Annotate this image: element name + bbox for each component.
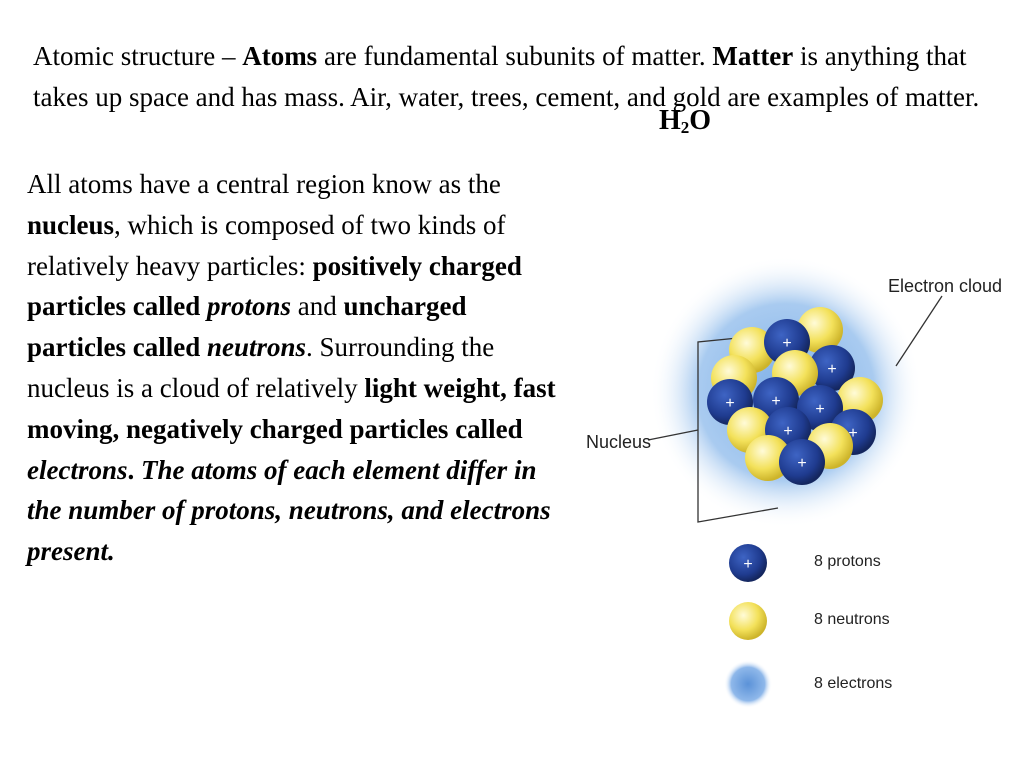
intro-atoms-term: Atoms — [242, 41, 318, 71]
uncharged-particles-text: uncharged particles called — [27, 291, 467, 363]
electron-cloud-label: Electron cloud — [888, 276, 1003, 296]
period-text: . — [127, 454, 135, 485]
description-text-2: , which is composed of two kinds of relatively heavy particles: — [27, 209, 506, 281]
proton-plus-sign: + — [771, 393, 781, 410]
atom-diagram-svg — [570, 250, 1020, 730]
nucleus-label: Nucleus — [586, 432, 652, 452]
description-paragraph — [27, 164, 572, 572]
positive-particles-text: positively charged particles called — [27, 250, 522, 322]
svg-text:+: + — [743, 556, 753, 573]
proton-plus-sign: + — [783, 423, 793, 440]
proton-plus-sign: + — [782, 335, 792, 352]
proton-plus-sign: + — [848, 425, 858, 442]
proton-plus-sign: + — [827, 361, 837, 378]
legend-neutrons-label: 8 neutrons — [814, 611, 890, 628]
protons-term: protons — [206, 291, 292, 322]
description-text-1: All atoms have a central region know as the — [27, 169, 501, 199]
legend-proton-icon — [729, 544, 767, 582]
intro-matter-term: Matter — [712, 41, 794, 71]
light-particles-text: light weight, fast moving, negatively charged particles called — [27, 372, 556, 444]
legend-electrons-label: 8 electrons — [814, 675, 893, 692]
legend-electron-icon — [724, 660, 772, 708]
intro-text-1: Atomic structure – — [33, 41, 243, 71]
proton-plus-sign: + — [725, 395, 735, 412]
element-difference-text: The atoms of each element differ in the number of protons, neutrons, and electrons present. — [27, 454, 551, 567]
formula-subscript: 2 — [680, 118, 690, 137]
description-text-3: . Surrounding the nucleus is a cloud of relatively — [27, 332, 495, 403]
legend-neutron-icon — [729, 602, 767, 640]
atom-description — [27, 164, 572, 572]
formula-h: H — [659, 105, 681, 136]
atom-diagram — [570, 250, 1020, 730]
proton-plus-sign: + — [797, 455, 807, 472]
and-text: and — [291, 291, 344, 322]
proton-plus-sign: + — [815, 401, 825, 418]
intro-paragraph — [33, 36, 1008, 118]
legend-protons-label: 8 protons — [814, 553, 881, 570]
nucleus-term: nucleus — [27, 209, 115, 240]
formula-o: O — [689, 105, 712, 136]
electrons-term: electrons — [27, 454, 128, 485]
intro-text-2: are fundamental subunits of matter. — [317, 41, 713, 71]
neutrons-term: neutrons — [206, 332, 307, 363]
intro-text-3: is anything that takes up space and has mass. Air, water, trees, cement, and gold are examples of matter. — [33, 41, 980, 112]
water-formula — [659, 104, 711, 145]
